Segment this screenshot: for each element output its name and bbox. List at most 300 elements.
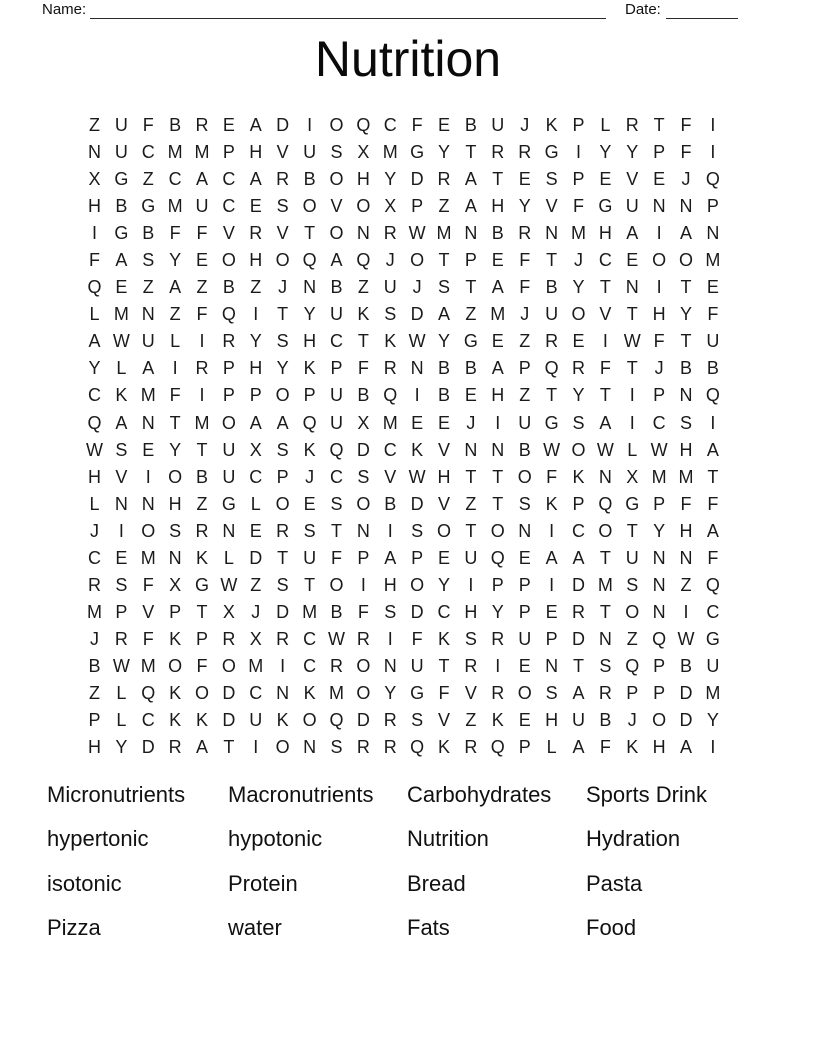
- grid-letter: P: [222, 358, 235, 379]
- grid-letter: U: [625, 547, 639, 568]
- grid-letter: D: [249, 547, 263, 568]
- name-blank-line: [90, 3, 606, 19]
- grid-letter: R: [598, 683, 612, 703]
- grid-letter: A: [196, 737, 209, 758]
- grid-letter: O: [490, 520, 505, 541]
- grid-letter: R: [571, 358, 585, 379]
- grid-letter: T: [304, 574, 316, 595]
- grid-letter: Y: [518, 196, 531, 217]
- grid-letter: P: [653, 385, 666, 406]
- grid-letter: R: [195, 358, 209, 379]
- grid-letter: W: [220, 574, 238, 595]
- grid-letter: X: [249, 439, 262, 460]
- grid-letter: N: [141, 304, 155, 325]
- grid-letter: T: [465, 466, 477, 487]
- grid-letter: K: [411, 439, 424, 460]
- grid-letter: R: [464, 655, 478, 676]
- grid-letter: I: [656, 277, 662, 298]
- grid-letter: D: [679, 710, 693, 731]
- grid-letter: J: [681, 169, 691, 190]
- grid-letter: V: [276, 142, 289, 163]
- grid-letter: F: [572, 196, 584, 217]
- grid-letter: L: [116, 683, 127, 703]
- grid-letter: A: [384, 547, 397, 568]
- grid-letter: E: [518, 710, 531, 731]
- grid-letter: W: [112, 331, 130, 352]
- grid-letter: S: [169, 520, 182, 541]
- grid-letter: G: [114, 169, 129, 190]
- grid-letter: H: [652, 304, 666, 325]
- grid-letter: I: [495, 412, 501, 433]
- grid-letter: K: [545, 493, 558, 514]
- grid-letter: B: [196, 466, 209, 487]
- grid-letter: L: [89, 493, 100, 514]
- grid-letter: P: [222, 142, 235, 163]
- grid-letter: C: [249, 683, 263, 703]
- grid-letter: W: [543, 439, 561, 460]
- grid-letter: H: [652, 737, 666, 758]
- grid-letter: M: [86, 601, 102, 622]
- grid-letter: F: [357, 601, 369, 622]
- grid-letter: H: [249, 142, 263, 163]
- grid-letter: F: [653, 331, 665, 352]
- grid-letter: Q: [302, 412, 317, 433]
- word-bank-item: Macronutrients: [228, 782, 374, 807]
- grid-letter: L: [223, 547, 234, 568]
- grid-letter: T: [330, 520, 342, 541]
- grid-letter: M: [248, 655, 264, 676]
- grid-letter: P: [196, 628, 209, 649]
- grid-letter: F: [196, 223, 208, 244]
- grid-letter: C: [706, 601, 720, 622]
- grid-letter: A: [572, 547, 585, 568]
- grid-letter: P: [518, 358, 531, 379]
- grid-letter: B: [680, 358, 693, 379]
- grid-letter: I: [495, 655, 501, 676]
- grid-letter: Y: [384, 169, 397, 190]
- grid-letter: C: [652, 412, 666, 433]
- grid-letter: T: [626, 520, 638, 541]
- grid-letter: O: [571, 304, 586, 325]
- grid-letter: V: [545, 196, 558, 217]
- grid-letter: C: [249, 466, 263, 487]
- grid-letter: Z: [169, 304, 181, 325]
- grid-letter: H: [545, 710, 559, 731]
- grid-letter: V: [115, 466, 128, 487]
- grid-letter: F: [411, 628, 423, 649]
- grid-letter: Q: [705, 385, 720, 406]
- grid-letter: I: [145, 466, 151, 487]
- grid-letter: I: [199, 331, 205, 352]
- grid-letter: Q: [329, 710, 344, 731]
- grid-letter: U: [329, 385, 343, 406]
- grid-letter: J: [278, 277, 288, 298]
- grid-letter: R: [195, 520, 209, 541]
- grid-letter: J: [305, 466, 315, 487]
- grid-letter: X: [249, 628, 262, 649]
- grid-letter: L: [600, 115, 611, 136]
- grid-letter: I: [710, 737, 716, 758]
- grid-letter: I: [710, 412, 716, 433]
- grid-letter: U: [491, 115, 505, 136]
- grid-letter: M: [328, 683, 344, 703]
- grid-letter: L: [250, 493, 261, 514]
- grid-letter: O: [168, 466, 183, 487]
- grid-letter: F: [599, 358, 611, 379]
- grid-letter: W: [650, 439, 668, 460]
- grid-letter: W: [112, 655, 130, 676]
- grid-letter: Y: [491, 601, 504, 622]
- grid-letter: Y: [572, 277, 585, 298]
- grid-letter: O: [652, 710, 667, 731]
- grid-letter: O: [221, 655, 236, 676]
- grid-letter: P: [706, 196, 719, 217]
- grid-letter: O: [329, 574, 344, 595]
- grid-letter: Y: [303, 304, 316, 325]
- grid-letter: Z: [465, 493, 477, 514]
- grid-letter: E: [599, 169, 612, 190]
- grid-letter: R: [329, 655, 343, 676]
- grid-letter: P: [222, 385, 235, 406]
- grid-letter: M: [570, 223, 586, 244]
- grid-letter: F: [196, 655, 208, 676]
- grid-letter: W: [596, 439, 614, 460]
- grid-letter: J: [573, 250, 583, 271]
- grid-letter: E: [142, 439, 155, 460]
- grid-letter: Z: [250, 277, 262, 298]
- grid-letter: C: [329, 331, 343, 352]
- grid-letter: N: [652, 196, 666, 217]
- grid-letter: B: [330, 277, 343, 298]
- grid-letter: Q: [544, 358, 559, 379]
- grid-letter: I: [307, 115, 313, 136]
- grid-letter: D: [410, 304, 424, 325]
- grid-letter: E: [438, 412, 451, 433]
- grid-letter: L: [89, 304, 100, 325]
- grid-letter: V: [142, 601, 155, 622]
- grid-letter: U: [222, 466, 236, 487]
- grid-letter: P: [518, 737, 531, 758]
- grid-letter: T: [626, 358, 638, 379]
- grid-letter: Z: [88, 115, 100, 136]
- grid-letter: S: [276, 574, 289, 595]
- word-bank-item: Pasta: [586, 870, 643, 896]
- grid-letter: M: [140, 655, 156, 676]
- grid-letter: Q: [356, 115, 371, 136]
- grid-letter: V: [222, 223, 235, 244]
- grid-letter: D: [410, 601, 424, 622]
- grid-letter: W: [408, 466, 426, 487]
- grid-letter: F: [599, 737, 611, 758]
- grid-letter: Y: [706, 710, 719, 731]
- grid-letter: Z: [196, 277, 208, 298]
- grid-letter: O: [275, 493, 290, 514]
- grid-letter: S: [464, 628, 477, 649]
- grid-letter: E: [222, 115, 235, 136]
- grid-letter: Q: [329, 439, 344, 460]
- grid-letter: S: [276, 439, 289, 460]
- grid-letter: F: [546, 466, 558, 487]
- grid-letter: M: [113, 304, 129, 325]
- grid-letter: M: [436, 223, 452, 244]
- grid-letter: R: [222, 628, 236, 649]
- grid-letter: S: [438, 277, 451, 298]
- grid-letter: N: [410, 358, 424, 379]
- grid-letter: G: [625, 493, 640, 514]
- grid-letter: E: [249, 520, 262, 541]
- grid-letter: G: [544, 142, 559, 163]
- grid-letter: S: [142, 250, 155, 271]
- grid-letter: P: [303, 385, 316, 406]
- grid-letter: F: [680, 142, 692, 163]
- grid-letter: A: [142, 358, 155, 379]
- grid-letter: L: [546, 737, 557, 758]
- grid-letter: E: [653, 169, 666, 190]
- grid-letter: T: [546, 250, 558, 271]
- grid-letter: N: [545, 223, 559, 244]
- grid-letter: S: [330, 493, 343, 514]
- grid-letter: O: [221, 250, 236, 271]
- grid-letter: Q: [141, 683, 156, 703]
- grid-letter: M: [167, 142, 183, 163]
- grid-letter: U: [464, 547, 478, 568]
- grid-letter: V: [438, 710, 451, 731]
- grid-letter: A: [88, 331, 101, 352]
- grid-letter: K: [572, 466, 585, 487]
- grid-letter: H: [168, 493, 182, 514]
- grid-letter: O: [275, 385, 290, 406]
- grid-letter: F: [142, 574, 154, 595]
- grid-letter: B: [222, 277, 235, 298]
- grid-letter: I: [387, 520, 393, 541]
- grid-letter: I: [199, 385, 205, 406]
- grid-letter: E: [491, 250, 504, 271]
- grid-letter: C: [303, 628, 317, 649]
- grid-letter: C: [571, 520, 585, 541]
- grid-letter: Q: [383, 385, 398, 406]
- grid-letter: T: [223, 737, 235, 758]
- grid-letter: K: [169, 710, 182, 731]
- word-bank-item: Pizza: [47, 915, 101, 941]
- grid-letter: P: [169, 601, 182, 622]
- grid-letter: O: [302, 196, 317, 217]
- grid-letter: F: [142, 628, 154, 649]
- grid-letter: G: [705, 628, 720, 649]
- grid-letter: D: [222, 710, 236, 731]
- grid-letter: N: [356, 223, 370, 244]
- grid-letter: K: [438, 737, 451, 758]
- word-bank: [47, 783, 770, 961]
- grid-letter: N: [168, 547, 182, 568]
- grid-letter: W: [677, 628, 695, 649]
- grid-letter: M: [167, 196, 183, 217]
- grid-letter: M: [140, 385, 156, 406]
- grid-letter: K: [303, 358, 316, 379]
- grid-letter: H: [249, 250, 263, 271]
- grid-letter: E: [115, 277, 128, 298]
- grid-letter: C: [437, 601, 451, 622]
- grid-letter: P: [518, 601, 531, 622]
- grid-letter: I: [602, 331, 608, 352]
- grid-letter: N: [491, 439, 505, 460]
- grid-letter: C: [329, 466, 343, 487]
- grid-letter: U: [222, 439, 236, 460]
- grid-letter: C: [383, 115, 397, 136]
- grid-letter: N: [679, 196, 693, 217]
- grid-letter: T: [492, 493, 504, 514]
- grid-letter: R: [249, 223, 263, 244]
- grid-letter: O: [517, 683, 532, 703]
- grid-letter: U: [706, 655, 720, 676]
- grid-letter: A: [464, 196, 477, 217]
- grid-letter: G: [410, 683, 425, 703]
- grid-letter: N: [356, 520, 370, 541]
- grid-letter: R: [276, 628, 290, 649]
- grid-letter: R: [195, 115, 209, 136]
- grid-letter: R: [383, 737, 397, 758]
- grid-letter: E: [518, 169, 531, 190]
- grid-letter: X: [357, 142, 370, 163]
- grid-letter: E: [518, 547, 531, 568]
- grid-letter: A: [276, 412, 289, 433]
- grid-letter: T: [546, 385, 558, 406]
- grid-letter: Q: [410, 737, 425, 758]
- grid-letter: N: [625, 277, 639, 298]
- grid-letter: Y: [88, 358, 101, 379]
- grid-letter: A: [491, 277, 504, 298]
- grid-letter: W: [408, 331, 426, 352]
- grid-letter: L: [170, 331, 181, 352]
- grid-letter: S: [115, 574, 128, 595]
- grid-letter: O: [275, 737, 290, 758]
- grid-letter: H: [249, 358, 263, 379]
- grid-letter: B: [357, 385, 370, 406]
- grid-letter: U: [329, 412, 343, 433]
- grid-letter: S: [115, 439, 128, 460]
- grid-letter: P: [626, 683, 639, 703]
- grid-letter: A: [115, 412, 128, 433]
- grid-letter: I: [575, 142, 581, 163]
- grid-letter: W: [623, 331, 641, 352]
- grid-letter: K: [384, 331, 397, 352]
- grid-letter: Y: [169, 250, 182, 271]
- grid-letter: O: [625, 601, 640, 622]
- grid-letter: B: [599, 710, 612, 731]
- grid-letter: H: [87, 737, 101, 758]
- grid-letter: U: [141, 331, 155, 352]
- grid-letter: Y: [572, 385, 585, 406]
- grid-letter: S: [545, 683, 558, 703]
- grid-letter: Y: [626, 142, 639, 163]
- grid-letter: R: [383, 223, 397, 244]
- grid-letter: Z: [357, 277, 369, 298]
- grid-letter: N: [679, 385, 693, 406]
- grid-letter: O: [195, 683, 210, 703]
- grid-letter: D: [410, 493, 424, 514]
- grid-letter: L: [116, 710, 127, 731]
- word-bank-item: Bread: [407, 870, 466, 896]
- grid-letter: P: [115, 601, 128, 622]
- grid-letter: Q: [625, 655, 640, 676]
- grid-letter: N: [303, 277, 317, 298]
- grid-letter: R: [464, 737, 478, 758]
- grid-letter: I: [414, 385, 420, 406]
- grid-letter: Z: [465, 710, 477, 731]
- grid-letter: J: [520, 115, 530, 136]
- grid-letter: B: [384, 493, 397, 514]
- grid-letter: B: [518, 439, 531, 460]
- grid-letter: N: [464, 439, 478, 460]
- grid-letter: J: [89, 520, 99, 541]
- grid-letter: Y: [169, 439, 182, 460]
- grid-letter: Y: [438, 331, 451, 352]
- grid-letter: D: [356, 439, 370, 460]
- grid-letter: Z: [142, 169, 154, 190]
- grid-letter: B: [169, 115, 182, 136]
- grid-letter: E: [545, 601, 558, 622]
- grid-letter: S: [626, 574, 639, 595]
- grid-letter: E: [626, 250, 639, 271]
- grid-letter: I: [549, 520, 555, 541]
- grid-letter: I: [172, 358, 178, 379]
- grid-letter: E: [438, 547, 451, 568]
- grid-letter: A: [196, 169, 209, 190]
- grid-letter: W: [327, 628, 345, 649]
- grid-letter: P: [249, 385, 262, 406]
- grid-letter: C: [222, 196, 236, 217]
- grid-letter: C: [141, 710, 155, 731]
- grid-letter: M: [651, 466, 667, 487]
- grid-letter: P: [518, 574, 531, 595]
- grid-letter: E: [115, 547, 128, 568]
- grid-letter: N: [222, 520, 236, 541]
- grid-letter: P: [572, 115, 585, 136]
- grid-letter: B: [330, 601, 343, 622]
- grid-letter: A: [545, 547, 558, 568]
- grid-letter: F: [519, 277, 531, 298]
- grid-letter: S: [276, 331, 289, 352]
- grid-letter: M: [382, 142, 398, 163]
- grid-letter: P: [276, 466, 289, 487]
- grid-letter: M: [194, 412, 210, 433]
- grid-letter: C: [141, 142, 155, 163]
- grid-letter: N: [276, 683, 290, 703]
- grid-letter: D: [276, 601, 290, 622]
- grid-letter: C: [383, 439, 397, 460]
- grid-letter: T: [438, 250, 450, 271]
- grid-letter: E: [249, 196, 262, 217]
- grid-letter: F: [169, 223, 181, 244]
- grid-letter: O: [356, 683, 371, 703]
- grid-letter: Q: [490, 547, 505, 568]
- grid-letter: Y: [115, 737, 128, 758]
- grid-letter: T: [196, 601, 208, 622]
- grid-letter: K: [438, 628, 451, 649]
- grid-letter: T: [277, 304, 289, 325]
- grid-letter: S: [330, 142, 343, 163]
- grid-letter: Q: [490, 737, 505, 758]
- word-bank-item: Fats: [407, 915, 450, 941]
- grid-letter: L: [116, 358, 127, 379]
- grid-letter: V: [626, 169, 639, 190]
- grid-letter: A: [572, 683, 585, 703]
- grid-letter: O: [329, 115, 344, 136]
- grid-letter: O: [517, 466, 532, 487]
- grid-letter: M: [678, 466, 694, 487]
- grid-letter: J: [520, 304, 530, 325]
- grid-letter: F: [357, 358, 369, 379]
- grid-letter: E: [518, 655, 531, 676]
